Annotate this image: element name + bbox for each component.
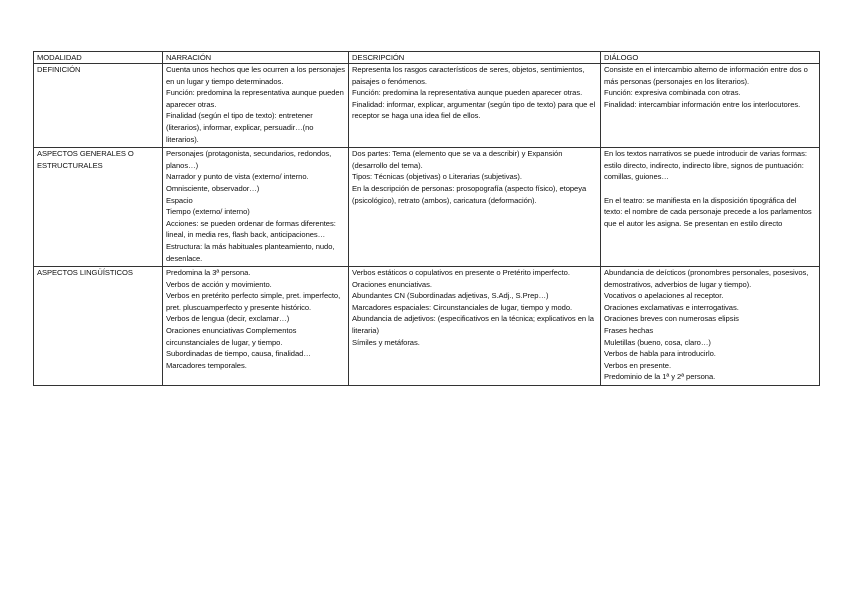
cell-line: Narrador y punto de vista (externo/ interno. Omnisciente, observador…) xyxy=(166,172,309,193)
header-cell-descripcion: DESCRIPCIÓN xyxy=(349,52,601,64)
table-row-definicion xyxy=(34,64,820,148)
cell-line: En los textos narrativos se puede introducir de varias formas: estilo directo, indirecto, indirecto libre, signos de puntuación: comillas, guiones… xyxy=(604,149,807,182)
cell-line: Función: expresiva combinada con otras. xyxy=(604,88,741,98)
cell-line: Abundantes CN (Subordinadas adjetivas, S.Adj., S.Prep…) xyxy=(352,291,549,301)
cell-descripcion xyxy=(349,267,601,386)
cell-line: Oraciones exclamativas e interrogativas. xyxy=(604,302,739,312)
cell-line: Espacio xyxy=(166,195,193,205)
cell-line: Subordinadas de tiempo, causa, finalidad… xyxy=(166,349,311,359)
cell-line: Finalidad: informar, explicar, argumentar (según tipo de texto) para que el receptor se haga una idea fiel de ellos. xyxy=(352,99,596,121)
cell-line: Función: predomina la representativa aunque pueden aparecer otras. xyxy=(352,88,583,98)
cell-line: Función: predomina la representativa aunque pueden aparecer otras. xyxy=(166,88,344,109)
cell-line: Dos partes: Tema (elemento que se va a describir) y Expansión (desarrollo del tema). xyxy=(352,149,563,170)
cell-line: Abundancia de deícticos (pronombres personales, posesivos, demostrativos, adverbios de lugar y tiempo). xyxy=(604,268,809,289)
cell-descripcion xyxy=(349,148,601,267)
cell-line: Oraciones enunciativas Complementos circunstanciales de lugar, y tiempo. xyxy=(166,326,297,347)
cell-dialogo xyxy=(601,267,820,386)
cell-dialogo xyxy=(601,148,820,267)
cell-narracion xyxy=(163,148,349,267)
header-cell-dialogo: DIÁLOGO xyxy=(601,52,820,64)
table-row-aspectos-linguisticos xyxy=(34,267,820,386)
cell-line: Finalidad (según el tipo de texto): entretener (literarios), informar, explicar, persuadir…(no literarios). xyxy=(166,111,314,144)
cell-line: En el teatro: se manifiesta en la disposición tipográfica del texto: el nombre de cada personaje precede a los parlamentos que el autor les asigna. Se presentan en estilo directo xyxy=(604,195,812,228)
cell-line: Verbos de lengua (decir, exclamar…) xyxy=(166,314,290,324)
cell-line: Marcadores espaciales: Circunstanciales de lugar, tiempo y modo. xyxy=(352,302,573,312)
cell-line: Predominio de la 1ª y 2ª persona. xyxy=(604,372,716,382)
table-row-aspectos-generales xyxy=(34,148,820,267)
cell-line: Marcadores temporales. xyxy=(166,360,247,370)
cell-line: Tipos: Técnicas (objetivas) o Literarias (subjetivas). xyxy=(352,172,522,182)
cell-line: Oraciones enunciativas. xyxy=(352,279,432,289)
comparison-table xyxy=(33,51,820,386)
cell-line: Finalidad: intercambiar información entre los interlocutores. xyxy=(604,99,801,109)
cell-line: Verbos en pretérito perfecto simple, pret. imperfecto, pret. pluscuamperfecto y presente histórico. xyxy=(166,291,341,312)
cell-line: Predomina la 3ª persona. xyxy=(166,268,251,278)
header-cell-modalidad: MODALIDAD xyxy=(34,52,163,64)
cell-line: Tiempo (externo/ interno) xyxy=(166,207,250,217)
cell-line: Acciones: se pueden ordenar de formas diferentes: lineal, in media res, flash back, anticipaciones… xyxy=(166,218,336,240)
cell-narracion xyxy=(163,64,349,148)
row-label: ASPECTOS GENERALES O ESTRUCTURALES xyxy=(34,148,163,267)
row-label: ASPECTOS LINGÜÍSTICOS xyxy=(34,267,163,386)
cell-line: Estructura: la más habituales planteamiento, nudo, desenlace. xyxy=(166,241,335,263)
cell-line: Cuenta unos hechos que les ocurren a los personajes en un lugar y tiempo determinados. xyxy=(166,65,345,86)
header-cell-narracion: NARRACIÓN xyxy=(163,52,349,64)
cell-line: Representa los rasgos característicos de seres, objetos, sentimientos, paisajes o fenómenos. xyxy=(352,65,585,86)
cell-line: En la descripción de personas: prosopografía (aspecto físico), etopeya (psicológico), retrato (ambos), caricatura (deformación). xyxy=(352,183,587,205)
blank-line xyxy=(604,183,816,195)
row-label: DEFINICIÓN xyxy=(34,64,163,148)
cell-line: Verbos de habla para introducirlo. xyxy=(604,349,716,359)
header-row xyxy=(34,52,820,64)
cell-line: Oraciones breves con numerosas elipsis xyxy=(604,314,739,324)
cell-line: Verbos estáticos o copulativos en presente o Pretérito imperfecto. xyxy=(352,268,570,278)
cell-line: Frases hechas xyxy=(604,326,654,336)
cell-line: Abundancia de adjetivos: (especificativos en la técnica; explicativos en la literaria) xyxy=(352,314,594,336)
cell-line: Muletillas (bueno, cosa, claro…) xyxy=(604,337,711,347)
cell-narracion xyxy=(163,267,349,386)
cell-line: Vocativos o apelaciones al receptor. xyxy=(604,291,724,301)
cell-line: Verbos de acción y movimiento. xyxy=(166,279,272,289)
cell-line: Símiles y metáforas. xyxy=(352,337,420,347)
cell-descripcion xyxy=(349,64,601,148)
cell-line: Consiste en el intercambio alterno de información entre dos o más personas (personajes en los literarios). xyxy=(604,65,808,86)
cell-dialogo xyxy=(601,64,820,148)
cell-line: Personajes (protagonista, secundarios, redondos, planos…) xyxy=(166,149,332,170)
cell-line: Verbos en presente. xyxy=(604,360,672,370)
